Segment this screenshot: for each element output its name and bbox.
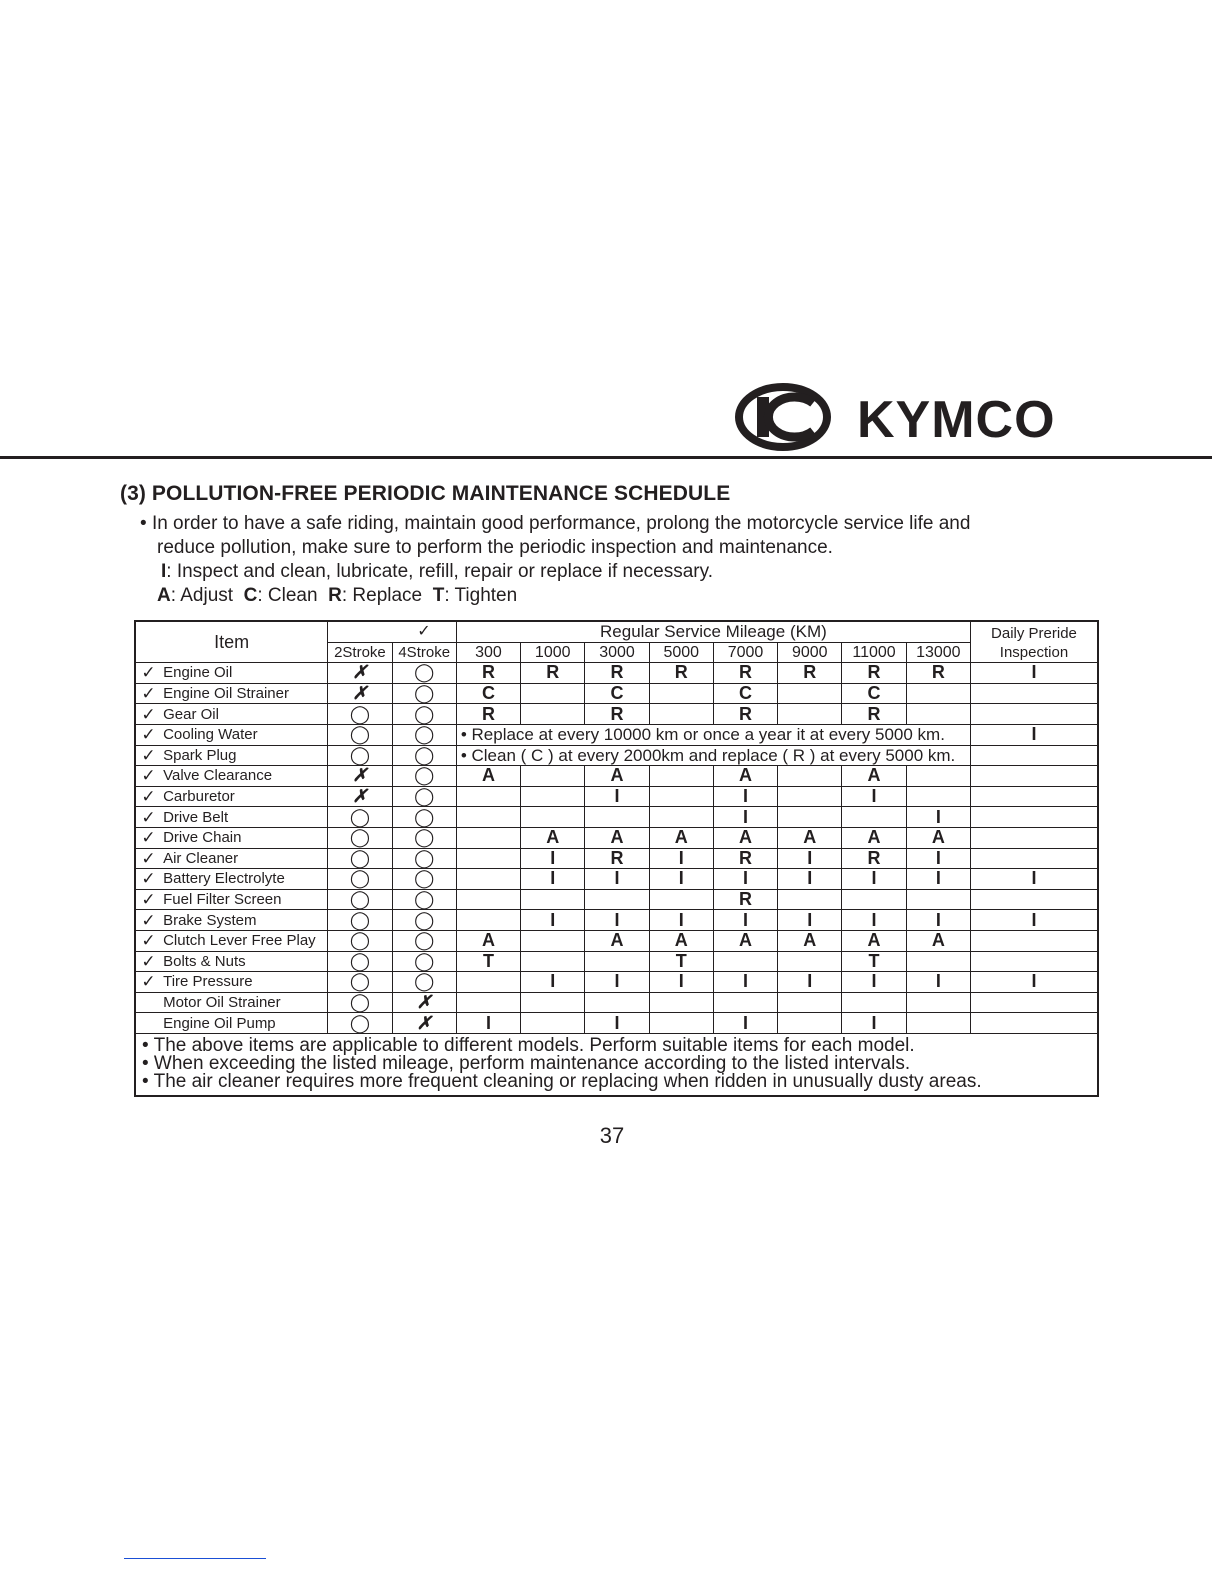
intro-line-1: • In order to have a safe riding, maintain good performance, prolong the motorcycle service life and — [140, 513, 971, 534]
mileage-header: Regular Service Mileage (KM) — [456, 621, 970, 642]
check-header: ✓ — [392, 621, 456, 642]
check-mark-icon: ✓ — [135, 786, 161, 807]
daily-inspection-code — [970, 704, 1098, 725]
check-mark-icon: ✓ — [135, 745, 161, 766]
maintenance-schedule-table — [134, 620, 1099, 1097]
table-row — [135, 869, 1098, 890]
maintenance-code — [713, 951, 777, 972]
maintenance-code — [649, 786, 713, 807]
check-mark-icon: ✓ — [135, 663, 161, 684]
maintenance-code — [456, 869, 520, 890]
maintenance-code: A — [521, 827, 585, 848]
item-name: Clutch Lever Free Play — [161, 930, 328, 951]
maintenance-code — [906, 992, 970, 1013]
footnote: • When exceeding the listed mileage, perform maintenance according to the listed intervals. — [142, 1052, 911, 1074]
maintenance-code: R — [585, 704, 649, 725]
table-row — [135, 992, 1098, 1013]
circle-icon: ◯ — [392, 869, 456, 890]
maintenance-code: I — [521, 869, 585, 890]
interval-note: • Replace at every 10000 km or once a year it at every 5000 km. — [456, 724, 970, 745]
mileage-header-cell: 11000 — [842, 642, 906, 663]
header-rule — [0, 456, 1212, 459]
item-name: Drive Belt — [161, 807, 328, 828]
item-name: Brake System — [161, 910, 328, 931]
item-name: Drive Chain — [161, 827, 328, 848]
maintenance-code: A — [585, 766, 649, 787]
circle-icon: ◯ — [328, 807, 392, 828]
maintenance-code: R — [713, 848, 777, 869]
maintenance-code: R — [842, 848, 906, 869]
cross-icon: ✗ — [328, 683, 392, 704]
check-mark-icon: ✓ — [135, 869, 161, 890]
maintenance-code — [456, 992, 520, 1013]
circle-icon: ◯ — [392, 745, 456, 766]
intro-text — [140, 512, 970, 608]
daily-inspection-code — [970, 786, 1098, 807]
maintenance-code: C — [456, 683, 520, 704]
maintenance-code: A — [585, 827, 649, 848]
maintenance-code: A — [713, 930, 777, 951]
daily-inspection-code — [970, 766, 1098, 787]
cross-icon: ✗ — [328, 663, 392, 684]
check-mark-icon: ✓ — [135, 827, 161, 848]
maintenance-code — [649, 704, 713, 725]
maintenance-code — [521, 683, 585, 704]
table-row — [135, 951, 1098, 972]
maintenance-code: I — [649, 848, 713, 869]
maintenance-code: A — [713, 766, 777, 787]
mileage-header-cell: 7000 — [713, 642, 777, 663]
check-mark-icon: ✓ — [135, 807, 161, 828]
check-mark-icon — [135, 992, 161, 1013]
maintenance-code: A — [649, 930, 713, 951]
maintenance-code: I — [585, 786, 649, 807]
page-number: 37 — [599, 1123, 625, 1148]
mileage-header-cell: 3000 — [585, 642, 649, 663]
daily-inspection-code — [970, 827, 1098, 848]
circle-icon: ◯ — [328, 910, 392, 931]
intro-line-2: reduce pollution, make sure to perform the periodic inspection and maintenance. — [157, 537, 833, 558]
mileage-header-cell: 1000 — [521, 642, 585, 663]
footnotes — [135, 1033, 1098, 1096]
table-row — [135, 972, 1098, 993]
maintenance-code: I — [521, 848, 585, 869]
item-name: Spark Plug — [161, 745, 328, 766]
maintenance-code — [778, 951, 842, 972]
maintenance-code: R — [456, 704, 520, 725]
maintenance-code: I — [521, 910, 585, 931]
cross-icon: ✗ — [328, 786, 392, 807]
daily-inspection-code — [970, 930, 1098, 951]
maintenance-code — [521, 704, 585, 725]
circle-icon: ◯ — [328, 869, 392, 890]
maintenance-code: A — [713, 827, 777, 848]
circle-icon: ◯ — [392, 930, 456, 951]
maintenance-code: I — [713, 910, 777, 931]
check-mark-icon: ✓ — [135, 972, 161, 993]
maintenance-code: I — [585, 869, 649, 890]
check-mark-icon: ✓ — [135, 724, 161, 745]
table-row — [135, 889, 1098, 910]
daily-inspection-code — [970, 889, 1098, 910]
maintenance-code: I — [906, 848, 970, 869]
footnote: • The air cleaner requires more frequent cleaning or replacing when ridden in unusually dusty areas. — [142, 1070, 982, 1092]
maintenance-code — [906, 889, 970, 910]
item-name: Engine Oil Strainer — [161, 683, 328, 704]
table-row — [135, 910, 1098, 931]
maintenance-code — [585, 807, 649, 828]
maintenance-code: I — [906, 910, 970, 931]
maintenance-code: I — [649, 910, 713, 931]
circle-icon: ◯ — [392, 786, 456, 807]
maintenance-code: I — [842, 786, 906, 807]
maintenance-code: R — [713, 704, 777, 725]
maintenance-code: I — [585, 1013, 649, 1034]
maintenance-code — [906, 766, 970, 787]
circle-icon: ◯ — [392, 827, 456, 848]
maintenance-code: I — [521, 972, 585, 993]
maintenance-code: I — [906, 972, 970, 993]
circle-icon: ◯ — [392, 972, 456, 993]
maintenance-code: A — [842, 827, 906, 848]
table-row — [135, 724, 1098, 745]
maintenance-code: R — [521, 663, 585, 684]
maintenance-code: R — [713, 889, 777, 910]
daily-inspection-code — [970, 683, 1098, 704]
check-mark-icon: ✓ — [135, 704, 161, 725]
maintenance-code — [778, 1013, 842, 1034]
maintenance-code: I — [842, 1013, 906, 1034]
maintenance-code: R — [585, 848, 649, 869]
item-name: Valve Clearance — [161, 766, 328, 787]
maintenance-code — [649, 1013, 713, 1034]
maintenance-code: I — [842, 910, 906, 931]
maintenance-code — [842, 992, 906, 1013]
item-name: Battery Electrolyte — [161, 869, 328, 890]
maintenance-code — [778, 807, 842, 828]
maintenance-code: C — [842, 683, 906, 704]
maintenance-code: I — [906, 807, 970, 828]
legend-inspect: I: Inspect and clean, lubricate, refill, repair or replace if necessary. — [161, 561, 713, 582]
maintenance-code — [649, 766, 713, 787]
maintenance-code: R — [456, 663, 520, 684]
maintenance-code — [649, 889, 713, 910]
circle-icon: ◯ — [392, 889, 456, 910]
maintenance-code: I — [906, 869, 970, 890]
maintenance-code — [456, 889, 520, 910]
circle-icon: ◯ — [392, 663, 456, 684]
maintenance-code: A — [906, 827, 970, 848]
maintenance-code: A — [842, 766, 906, 787]
maintenance-code: A — [842, 930, 906, 951]
maintenance-code: I — [649, 869, 713, 890]
maintenance-code — [521, 786, 585, 807]
maintenance-code — [521, 930, 585, 951]
mileage-header-cell: 300 — [456, 642, 520, 663]
maintenance-code — [456, 972, 520, 993]
item-name: Engine Oil — [161, 663, 328, 684]
circle-icon: ◯ — [328, 704, 392, 725]
item-name: Air Cleaner — [161, 848, 328, 869]
check-mark-icon: ✓ — [135, 930, 161, 951]
footnote: • The above items are applicable to different models. Perform suitable items for each model. — [142, 1034, 915, 1056]
daily-header: Daily Preride Inspection — [970, 621, 1098, 663]
daily-inspection-code — [970, 951, 1098, 972]
maintenance-code: A — [456, 766, 520, 787]
circle-icon: ◯ — [328, 889, 392, 910]
maintenance-code: C — [585, 683, 649, 704]
table-row — [135, 704, 1098, 725]
stroke4-header: 4Stroke — [392, 642, 456, 663]
maintenance-code — [649, 683, 713, 704]
maintenance-code: I — [649, 972, 713, 993]
maintenance-code: R — [649, 663, 713, 684]
maintenance-code: I — [778, 972, 842, 993]
item-name: Engine Oil Pump — [161, 1013, 328, 1034]
stroke2-header: 2Stroke — [328, 642, 392, 663]
circle-icon: ◯ — [392, 807, 456, 828]
footer-link-underline — [124, 1558, 266, 1559]
cross-icon: ✗ — [392, 1013, 456, 1034]
maintenance-code — [778, 704, 842, 725]
table-row — [135, 766, 1098, 787]
circle-icon: ◯ — [392, 683, 456, 704]
daily-inspection-code — [970, 807, 1098, 828]
maintenance-code — [906, 683, 970, 704]
item-name: Bolts & Nuts — [161, 951, 328, 972]
item-name: Tire Pressure — [161, 972, 328, 993]
maintenance-code: I — [713, 807, 777, 828]
maintenance-code: I — [585, 910, 649, 931]
table-row — [135, 1013, 1098, 1034]
table-row — [135, 848, 1098, 869]
maintenance-code: R — [906, 663, 970, 684]
maintenance-code: C — [713, 683, 777, 704]
circle-icon: ◯ — [392, 951, 456, 972]
maintenance-code: I — [778, 848, 842, 869]
mileage-header-cell: 9000 — [778, 642, 842, 663]
check-mark-icon: ✓ — [135, 889, 161, 910]
maintenance-code: T — [649, 951, 713, 972]
kymco-logo — [735, 383, 1095, 451]
maintenance-code — [585, 889, 649, 910]
cross-icon: ✗ — [328, 766, 392, 787]
check-mark-icon — [135, 1013, 161, 1034]
daily-inspection-code — [970, 745, 1098, 766]
maintenance-code: I — [713, 786, 777, 807]
maintenance-code — [906, 1013, 970, 1034]
maintenance-code: I — [713, 1013, 777, 1034]
check-mark-icon: ✓ — [135, 683, 161, 704]
circle-icon: ◯ — [392, 910, 456, 931]
maintenance-code: R — [585, 663, 649, 684]
maintenance-code — [649, 992, 713, 1013]
maintenance-code: A — [778, 827, 842, 848]
daily-inspection-code — [970, 848, 1098, 869]
table-row — [135, 786, 1098, 807]
maintenance-code: R — [713, 663, 777, 684]
maintenance-code: I — [842, 869, 906, 890]
table-row — [135, 930, 1098, 951]
maintenance-code — [456, 827, 520, 848]
maintenance-code — [521, 766, 585, 787]
maintenance-code: R — [778, 663, 842, 684]
maintenance-code: A — [585, 930, 649, 951]
maintenance-code: R — [842, 663, 906, 684]
circle-icon: ◯ — [328, 972, 392, 993]
maintenance-code — [906, 786, 970, 807]
table-row — [135, 683, 1098, 704]
mileage-header-cell: 5000 — [649, 642, 713, 663]
maintenance-code: I — [456, 1013, 520, 1034]
check-mark-icon: ✓ — [135, 848, 161, 869]
item-name: Gear Oil — [161, 704, 328, 725]
table-row — [135, 827, 1098, 848]
item-name: Motor Oil Strainer — [161, 992, 328, 1013]
maintenance-code: T — [456, 951, 520, 972]
circle-icon: ◯ — [328, 724, 392, 745]
svg-text:KYMCO: KYMCO — [857, 391, 1056, 449]
maintenance-code — [456, 848, 520, 869]
maintenance-code: I — [778, 910, 842, 931]
table-row — [135, 807, 1098, 828]
daily-inspection-code: I — [970, 972, 1098, 993]
maintenance-code: A — [778, 930, 842, 951]
mileage-header-cell: 13000 — [906, 642, 970, 663]
daily-inspection-code: I — [970, 724, 1098, 745]
maintenance-code — [906, 704, 970, 725]
table-row — [135, 745, 1098, 766]
circle-icon: ◯ — [328, 992, 392, 1013]
maintenance-code: R — [842, 704, 906, 725]
footnotes-row — [135, 1033, 1098, 1096]
daily-inspection-code — [970, 992, 1098, 1013]
legend-actions: A: Adjust C: Clean R: Replace T: Tighten — [157, 585, 518, 606]
maintenance-code: I — [778, 869, 842, 890]
maintenance-code — [778, 992, 842, 1013]
circle-icon: ◯ — [392, 724, 456, 745]
maintenance-code — [649, 807, 713, 828]
maintenance-code — [778, 766, 842, 787]
maintenance-code — [906, 951, 970, 972]
item-name: Carburetor — [161, 786, 328, 807]
maintenance-code — [778, 786, 842, 807]
maintenance-code — [713, 992, 777, 1013]
maintenance-code: I — [713, 869, 777, 890]
maintenance-code — [842, 889, 906, 910]
daily-inspection-code — [970, 1013, 1098, 1034]
circle-icon: ◯ — [328, 827, 392, 848]
daily-inspection-code: I — [970, 663, 1098, 684]
maintenance-code — [842, 807, 906, 828]
daily-inspection-code: I — [970, 910, 1098, 931]
item-name: Fuel Filter Screen — [161, 889, 328, 910]
maintenance-code — [521, 807, 585, 828]
interval-note: • Clean ( C ) at every 2000km and replace ( R ) at every 5000 km. — [456, 745, 970, 766]
item-header: Item — [135, 621, 328, 663]
circle-icon: ◯ — [392, 704, 456, 725]
circle-icon: ◯ — [328, 1013, 392, 1034]
section-title: (3) POLLUTION-FREE PERIODIC MAINTENANCE SCHEDULE — [120, 482, 731, 505]
maintenance-code: I — [713, 972, 777, 993]
maintenance-code — [521, 889, 585, 910]
check-mark-icon: ✓ — [135, 951, 161, 972]
table-row — [135, 663, 1098, 684]
maintenance-code — [585, 992, 649, 1013]
maintenance-code: A — [906, 930, 970, 951]
circle-icon: ◯ — [392, 848, 456, 869]
maintenance-code: T — [842, 951, 906, 972]
cross-icon: ✗ — [392, 992, 456, 1013]
maintenance-code — [521, 951, 585, 972]
item-name: Cooling Water — [161, 724, 328, 745]
maintenance-code: A — [456, 930, 520, 951]
maintenance-code — [585, 951, 649, 972]
header-row-1 — [135, 621, 1098, 642]
check-mark-icon: ✓ — [135, 910, 161, 931]
maintenance-code: I — [585, 972, 649, 993]
maintenance-code — [456, 786, 520, 807]
maintenance-code — [456, 807, 520, 828]
circle-icon: ◯ — [328, 951, 392, 972]
check-mark-icon: ✓ — [135, 766, 161, 787]
maintenance-code — [778, 683, 842, 704]
circle-icon: ◯ — [328, 930, 392, 951]
maintenance-code — [778, 889, 842, 910]
circle-icon: ◯ — [392, 766, 456, 787]
circle-icon: ◯ — [328, 848, 392, 869]
maintenance-code — [521, 992, 585, 1013]
circle-icon: ◯ — [328, 745, 392, 766]
maintenance-code: I — [842, 972, 906, 993]
maintenance-code — [456, 910, 520, 931]
maintenance-code: A — [649, 827, 713, 848]
maintenance-code — [521, 1013, 585, 1034]
daily-inspection-code: I — [970, 869, 1098, 890]
